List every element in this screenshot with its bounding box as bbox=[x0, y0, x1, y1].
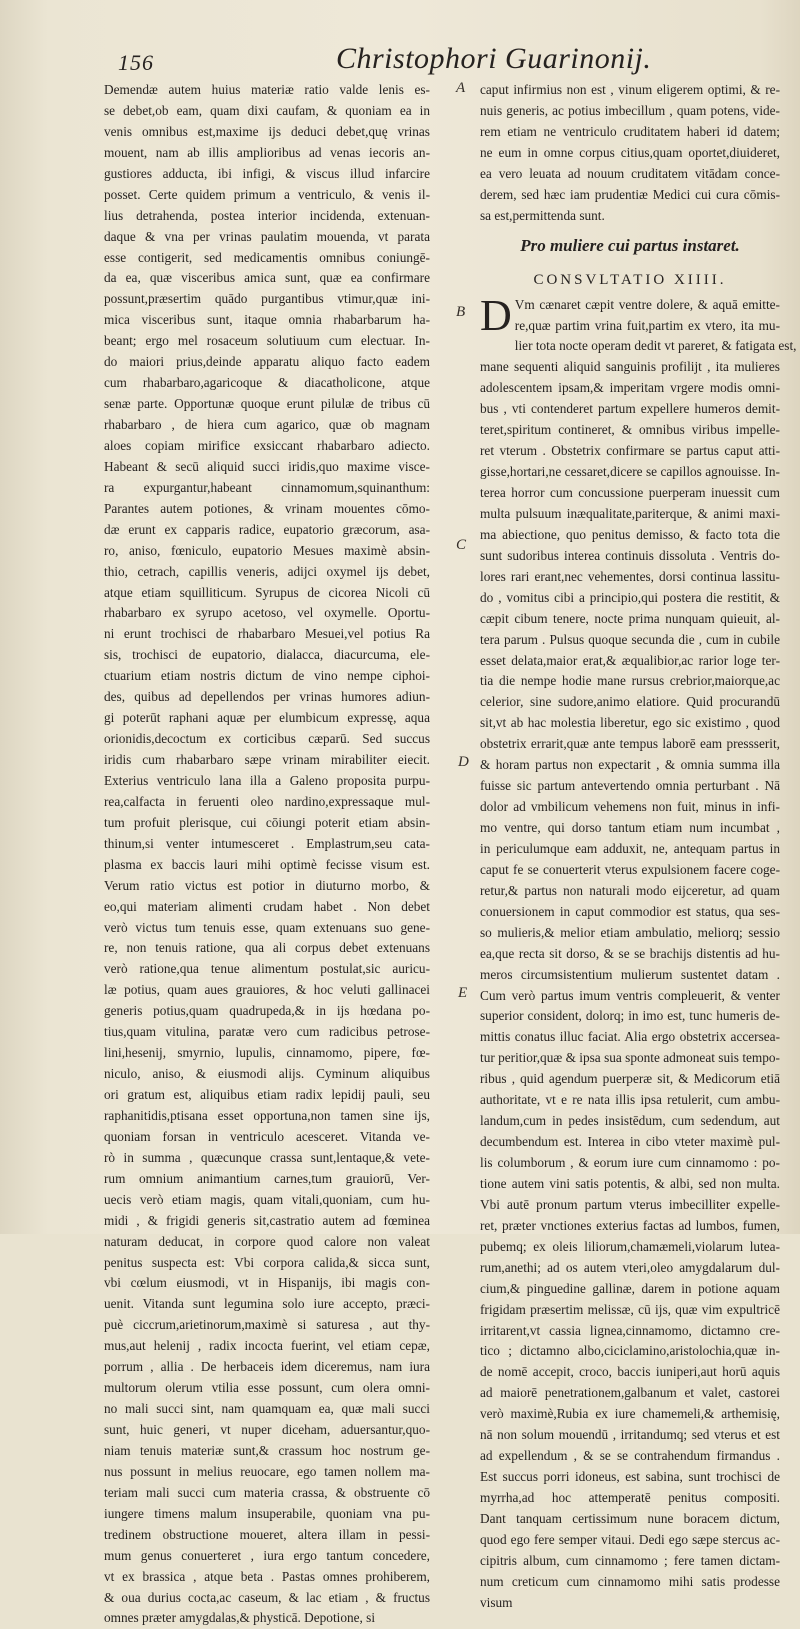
text-line: adolescentem ipsam,& imperitam vrgere modis omni- bbox=[480, 380, 780, 396]
margin-letter-e: E bbox=[458, 985, 468, 1001]
text-line: daque & vna per vrinas paulatim mouenda, vt parata bbox=[104, 228, 430, 244]
text-line: vt ex brassica , atque beta . Pastas omnes prohiberem, bbox=[104, 1568, 430, 1584]
text-line: se debet,ob eam, quam dixi caufam, & quoniam ea in bbox=[104, 102, 430, 118]
text-line: niam tenuis materiæ sunt,& crassum hoc nostrum ge- bbox=[104, 1442, 430, 1458]
text-line: ea vero leuata ad nouum cruditatem vitādam conce- bbox=[480, 165, 780, 181]
text-line: cum rhabarbaro,agaricoque & diacatholicone, atque bbox=[104, 375, 430, 391]
text-line: tera parum . Pulsus quoque secunda die , cum in cubile bbox=[480, 631, 780, 647]
consultation-text bbox=[480, 290, 797, 1614]
text-line: fuisse sic partum antevertendo omnia perturbant . Nā bbox=[480, 778, 780, 794]
text-line: gisse,hortari,ne cessaret,dicere se capillos agnouisse. In- bbox=[480, 464, 780, 480]
text-line: superior consident, dolorq; in imo est, tunc humeris de- bbox=[480, 1008, 780, 1024]
text-line: omnes præter amygdalas,& physticā. Depotione, si bbox=[104, 1610, 376, 1626]
text-line: penitus suspecta est: Vbi corpora calida,& sicca sunt, bbox=[104, 1254, 430, 1270]
margin-letter-c: C bbox=[456, 537, 467, 553]
text-line: nus possunt in melius reuocare, ego tamen nollem ma- bbox=[104, 1463, 430, 1479]
text-line: ro, aniso, fœniculo, eupatorio Mesues maximè absin- bbox=[104, 542, 430, 558]
text-line: quod ego fere semper vitaui. Dedi ego sæpe stercus ac- bbox=[480, 1531, 780, 1547]
text-line: authoritate, vt e re nata illis ipsa retulerit, cum ambu- bbox=[480, 1092, 780, 1108]
text-line: puè ciccrum,arietinorum,maximè si saturesa , aut thy- bbox=[104, 1317, 430, 1333]
text-line: decumbendum est. Interea in cibo vteter maximè pul- bbox=[480, 1134, 780, 1150]
text-line: visum bbox=[480, 1594, 513, 1610]
text-line: cipitris album, cum cinnamomo ; fere tamen dictam- bbox=[480, 1552, 780, 1568]
text-line: niculo, aniso, & eiusmodi alijs. Cyminum aliquibus bbox=[104, 1066, 430, 1082]
text-line: rum omnium animantium carnes,tum grauiorū, Ver- bbox=[104, 1170, 430, 1186]
text-line: naturam deducat, in corpore quod calore non valeat bbox=[104, 1233, 430, 1249]
text-line: mus,aut helenij , radix incocta fuerint, vel etiam cepæ, bbox=[104, 1338, 430, 1354]
text-line: plasma ex baccis lauri mihi optimè fecisse visum est. bbox=[104, 856, 430, 872]
right-column bbox=[480, 80, 797, 1614]
page-number: 156 bbox=[118, 50, 154, 75]
text-line: mica visceribus sunt, itaque omnia rhabarbarum ha- bbox=[104, 312, 430, 328]
text-line: da ea, quæ visceribus amica sunt, quæ ea confirmare bbox=[104, 270, 430, 286]
text-line: dæ erunt ex capparis radice, eupatorio græcorum, asa- bbox=[104, 521, 430, 537]
text-line: caput infirmius non est , vinum eligerem optimi, & re- bbox=[480, 82, 780, 97]
text-line: beant; ergo mel rosaceum solutiuum cum electuar. In- bbox=[104, 333, 430, 349]
text-line: cæpit cibum tenere, nocte prima nunquam quieuit, al- bbox=[480, 610, 780, 626]
text-line: landum,cum in pedes insistēdum, cum sedendum, aut bbox=[480, 1113, 780, 1129]
text-line: senæ parte. Opportunæ quoque erunt pilulæ de tribus cū bbox=[104, 396, 430, 412]
running-title: Christophori Guarinonij. bbox=[336, 42, 652, 75]
text-line: caput fe se conuerterit vterus expulsionem facere coge- bbox=[480, 861, 780, 877]
text-line: rea,calfacta in feruenti oleo nardino,expressaque mul- bbox=[104, 793, 430, 809]
text-line: orionidis,decoctum ex corticibus cæparū. Sed succus bbox=[104, 731, 430, 747]
text-line: Habeant & secū aliquid succi iridis,quo maxime visce- bbox=[104, 458, 430, 474]
text-line: tredinem obstructione moueret, altera illam in pessi- bbox=[104, 1526, 430, 1542]
text-line: aloes copiam mirifice exsiccant rhabarbaro adiecto. bbox=[104, 437, 430, 453]
text-line: possunt,præsertim quādo purgantibus vtimur,quæ ini- bbox=[104, 291, 430, 307]
text-line: mittis conatus illuc faciat. Alia ergo obstetrix accersea- bbox=[480, 1029, 780, 1045]
text-line: iungere timens malum insuperabile, quoniam vna pu- bbox=[104, 1505, 430, 1521]
margin-letter-d: D bbox=[458, 754, 469, 770]
text-line: uenit. Vitanda sunt legumina solo iure accepto, præci- bbox=[104, 1296, 430, 1312]
text-line: sunt sudoribus interea continuis dissoluta . Ventris do- bbox=[480, 547, 780, 563]
text-line: so mulieris,& melior etiam ambulatio, meliorq; sessio bbox=[480, 924, 780, 940]
text-line: esse contigerit, sed medicamentis omnibus coniungē- bbox=[104, 249, 430, 265]
section-heading: Pro muliere cui partus instaret. bbox=[520, 235, 740, 255]
text-line: dolor ad vmbilicum vehemens non fuit, minus in infi- bbox=[480, 799, 780, 815]
text-line: iridis cum rhabarbaro sæpe vrinam mirabiliter eiecit. bbox=[104, 752, 430, 767]
text-line: ad expellendum , & se se contrahendum firmandus . bbox=[480, 1448, 780, 1464]
text-line: Dant tanquam certissimum nune boracem dictum, bbox=[480, 1510, 780, 1526]
text-line: rem etiam ne ventriculo cruditatem haberi id datem; bbox=[480, 123, 780, 139]
text-line: myrrha,ad hoc attemperatē penitus compositi. bbox=[480, 1490, 780, 1505]
text-line: meros circumsistentium mulierum sustentet datam . bbox=[480, 966, 780, 982]
text-line: terea horror cum concussione puerperam inuessit cum bbox=[480, 485, 780, 500]
text-line: ctuarium etiam nostris dictum de vino nempe ciphoi- bbox=[104, 668, 430, 684]
page-header bbox=[118, 40, 652, 80]
text-line: tum profuit plerisque, cui cōiungi poterit etiam absin- bbox=[104, 814, 430, 830]
text-line: ni erunt trochisci de rhabarbaro Mesuei,vel potius Ra bbox=[104, 626, 430, 642]
text-line: porrum , allia . De herbaceis idem diceremus, nam iura bbox=[104, 1359, 430, 1375]
text-line: lini,hesenij, smyrnio, lupulis, cinnamomo, pipere, fœ- bbox=[104, 1045, 430, 1061]
text-line: obstetrix errarit,quæ ante tempus laborē eam pressserit, bbox=[480, 736, 780, 752]
text-line: ori gratum est, aliquibus etiam radix lepidij pauli, seu bbox=[104, 1087, 430, 1102]
text-line: rhabarbaro ex syrupo acetoso, vel oxymelle. Oportu- bbox=[104, 605, 430, 621]
right-column-top-text bbox=[480, 80, 780, 227]
text-line: midi , & frigidi generis sit,castratio autem ad fœminea bbox=[104, 1212, 430, 1228]
text-line: teret,spiritum contineret, & omnibus viribus impelle- bbox=[480, 422, 780, 438]
text-line: quoniam forsan in ventriculo acesceret. Vitanda ve- bbox=[104, 1128, 430, 1144]
text-line: re,quæ partim vrina fuit,partim ex vtero, ita mu- bbox=[514, 317, 780, 333]
text-line: sunt, huic generi, vt nuper diceham, aduersantur,quo- bbox=[104, 1422, 430, 1437]
text-line: esset delata,maior erat,& æqualibior,ac rarior loge ter- bbox=[480, 652, 780, 668]
text-line: lier tota nocte operam dedit vt pareret, & fatigata est, bbox=[514, 338, 797, 354]
text-line: vbi cœlum eiusmodi, vt in Hispanijs, ibi magis con- bbox=[104, 1275, 430, 1291]
text-line: Vm cænaret cæpit ventre dolere, & aquā emitte- bbox=[514, 296, 780, 312]
text-line: lius detrahenda, postea interior incidenda, extenuan- bbox=[104, 207, 430, 223]
text-line: teriam mali succi cum materia crassa, & obstruente cō bbox=[104, 1484, 430, 1500]
text-line: thio, cetrach, capillis veneris, adijci oxymel ijs debet, bbox=[104, 563, 430, 579]
text-line: & oua durius cocta,ac caseum, & lac etiam , & fructus bbox=[104, 1589, 430, 1605]
text-line: retur,& partus non naturali modo eijceretur, ad quam bbox=[480, 882, 780, 898]
text-line: rum,anethi; ad os autem vteri,oleo amygdalarum dul- bbox=[480, 1259, 780, 1275]
text-line: gustiores adducta, ibi infigi, & viscus illud infarcire bbox=[104, 165, 430, 181]
text-line: sit,vt ab hac molestia liberetur, ego sic existimo , quod bbox=[480, 715, 780, 731]
text-line: mum genus conuerteret , iura ergo tantum concedere, bbox=[104, 1547, 430, 1563]
text-line: tius,quam vitulina, paratæ vero cum radicibus petrose- bbox=[104, 1024, 430, 1040]
text-line: tur peritior,quæ & ipsa sua sponte admoneat suis tempo- bbox=[480, 1050, 780, 1066]
text-line: conuersionem in caput commodior est status, qua ses- bbox=[480, 903, 780, 919]
text-line: mouent, nam ab illis amplioribus ad venas iecoris an- bbox=[104, 144, 430, 160]
text-line: tico ; dictamno albo,ciciclamino,aristolochia,quæ in- bbox=[480, 1343, 780, 1359]
text-line: cium,& pinguedine gallinæ, darem in potione aquam bbox=[480, 1280, 780, 1296]
text-line: eo,qui materiam alimenti crudam habet . Non debet bbox=[104, 898, 430, 914]
text-line: ad maiorē penetrationem,galbanum et valet, castorei bbox=[480, 1385, 780, 1401]
text-line: ne eum in omne corpus citius,quam oportet,diuideret, bbox=[480, 144, 780, 160]
text-line: bus , vti contenderet partum expellere humeros demit- bbox=[480, 401, 780, 417]
text-line: ribus , quid agendum puerperæ sit, & Medicorum etiā bbox=[480, 1071, 780, 1087]
text-line: Cum verò partus imum ventris compleuerit, & venter bbox=[480, 987, 780, 1003]
text-line: Verum ratio victus est potior in diuturno morbo, & bbox=[104, 877, 430, 893]
text-line: multorum olerum vtilia esse possunt, cum olera omni- bbox=[104, 1380, 430, 1396]
text-line: posset. Certe quidem primum a ventriculo, & venis il- bbox=[104, 186, 430, 202]
text-line: no mali succi sint, nam quamquam ea, quæ mali succi bbox=[104, 1401, 430, 1417]
text-line: generis potius,quam quadrupeda,& in ijs hœdana po- bbox=[104, 1003, 430, 1019]
text-line: mo ventre, qui dorso tantum etiam num incumbat , bbox=[480, 820, 780, 835]
text-line: nā non solum mouendū , irritandumq; sed vterus et est bbox=[480, 1427, 780, 1443]
margin-letter-b: B bbox=[456, 304, 466, 320]
text-line: verò ratione,qua tenue alimentum postulat,sic auricu- bbox=[104, 961, 430, 977]
text-line: do , vomitus cibi a principio,qui postera die restitit, & bbox=[480, 589, 780, 605]
text-line: Exterius ventriculo lana illa a Galeno proposita purpu- bbox=[104, 772, 430, 788]
text-line: rò in summa , quæcunque crassa sunt,lentaque,& vete- bbox=[104, 1149, 430, 1165]
text-line: & horam partus non expectarit , & omnia summa illa bbox=[480, 757, 780, 773]
text-line: thinum,si venter intumesceret . Emplastrum,seu cata- bbox=[104, 835, 430, 851]
text-line: do maiori prius,deinde apparatu aliquo facto eadem bbox=[104, 354, 430, 370]
text-line: lis columborum , & eorum iure cum cinnamomo : po- bbox=[480, 1155, 780, 1170]
text-line: gi poterūt raphani aquæ per elumbicum expressę, aqua bbox=[104, 710, 430, 726]
text-line: læ potius, quam aues grauiores, & hoc veluti gallinacei bbox=[104, 982, 430, 998]
text-line: tione autem vini satis potentis, & albi, sed non multa. bbox=[480, 1175, 780, 1191]
left-column bbox=[104, 80, 430, 1629]
text-line: Parantes autem potiones, & vrinam mouentes cōmo- bbox=[104, 500, 430, 516]
section-subheading: CONSVLTATIO XIIII. bbox=[533, 271, 727, 288]
text-line: ret, præter vnctiones exterius factas ad lumbos, fumen, bbox=[480, 1217, 780, 1233]
text-line: multa pulsuum inæqualitate,pariterque, & animi maxi- bbox=[480, 505, 780, 521]
text-line: Vbi autē pronum partum vterus imbecilliter expelle- bbox=[480, 1196, 780, 1212]
text-line: frigidam præsertim melissæ, cū ijs, quæ vim expultricē bbox=[480, 1301, 780, 1317]
text-line: in periculumque eam adduxit, ne, antequam partus in bbox=[480, 840, 780, 856]
text-line: verò victus tum tenuis esse, quam extenuans suo gene- bbox=[104, 919, 430, 935]
text-line: irritarent,vt cassia lignea,cinnamomo, dictamno cre- bbox=[480, 1322, 780, 1338]
text-line: atque etiam squilliticum. Syrupus de cicorea Nicoli cū bbox=[104, 584, 430, 600]
consultation-body bbox=[480, 290, 797, 1614]
text-line: ret vterum . Obstetrix confirmare se partus caput atti- bbox=[480, 443, 780, 459]
text-line: ma abiectione, quo penitus demisso, & facto tota die bbox=[480, 526, 780, 542]
text-line: de nomē accepit, croco, baccis iuniperi,aut horū aquis bbox=[480, 1364, 780, 1380]
text-line: pubemq; ex oleis liliorum,chamæmeli,violarum lutea- bbox=[480, 1238, 780, 1254]
text-line: derem, sed hæc iam prudentiæ Medici cui cura cōmis- bbox=[480, 186, 780, 202]
text-line: des, quibus ad depellendos per vrinas humores adiun- bbox=[104, 689, 430, 705]
text-line: lores rari erant,nec vehementes, dorsi continua lassitu- bbox=[480, 568, 780, 584]
text-line: celerior, sine sudore,animo elatiore. Quid procurandū bbox=[480, 694, 780, 710]
text-line: Est succus porri idoneus, est sabina, sunt trochisci de bbox=[480, 1469, 780, 1485]
text-line: raphanitidis,ptisana esset opportuna,non tamen sine ijs, bbox=[104, 1107, 430, 1123]
text-line: rhabarbaro , de hiera cum agarico, quæ ob magnam bbox=[104, 417, 430, 432]
text-line: sa est,permittenda sunt. bbox=[480, 207, 605, 223]
text-line: tia die nempe hodie mane rursus crebrior,maiorque,ac bbox=[480, 673, 780, 689]
text-line: mane sequenti aliquid sanguinis profilijt , ita mulieres bbox=[480, 359, 780, 375]
text-line: sis, trochisci de eupatorio, dialacca, diacurcuma, ele- bbox=[104, 647, 430, 663]
text-line: ra expurgantur,habeant cinnamomum,squinanthum: bbox=[104, 479, 430, 495]
text-line: verò maximè,Rubia ex iure chamemeli,& arthemisię, bbox=[480, 1406, 780, 1422]
text-line: Demendæ autem huius materiæ ratio valde lenis es- bbox=[104, 82, 430, 97]
margin-letter-a: A bbox=[456, 80, 466, 96]
text-line: nuis generis, ac potius imbecillum , quam potens, vide- bbox=[480, 102, 780, 118]
text-line: num creticum cum cinnamomo mihi satis prodesse bbox=[480, 1573, 780, 1589]
text-line: ea,que recta sit dorso, & se se brachijs distentis ad hu- bbox=[480, 945, 780, 961]
text-line: venis omnibus est,maxime ijs deduci debet,quę vrinas bbox=[104, 123, 430, 139]
drop-cap-initial: D bbox=[480, 290, 512, 340]
text-line: re, non tenuis ratione, qua ali corpus debet extenuans bbox=[104, 940, 430, 956]
text-line: uecis verò etiam magis, quam vitali,quoniam, cum hu- bbox=[104, 1191, 430, 1207]
